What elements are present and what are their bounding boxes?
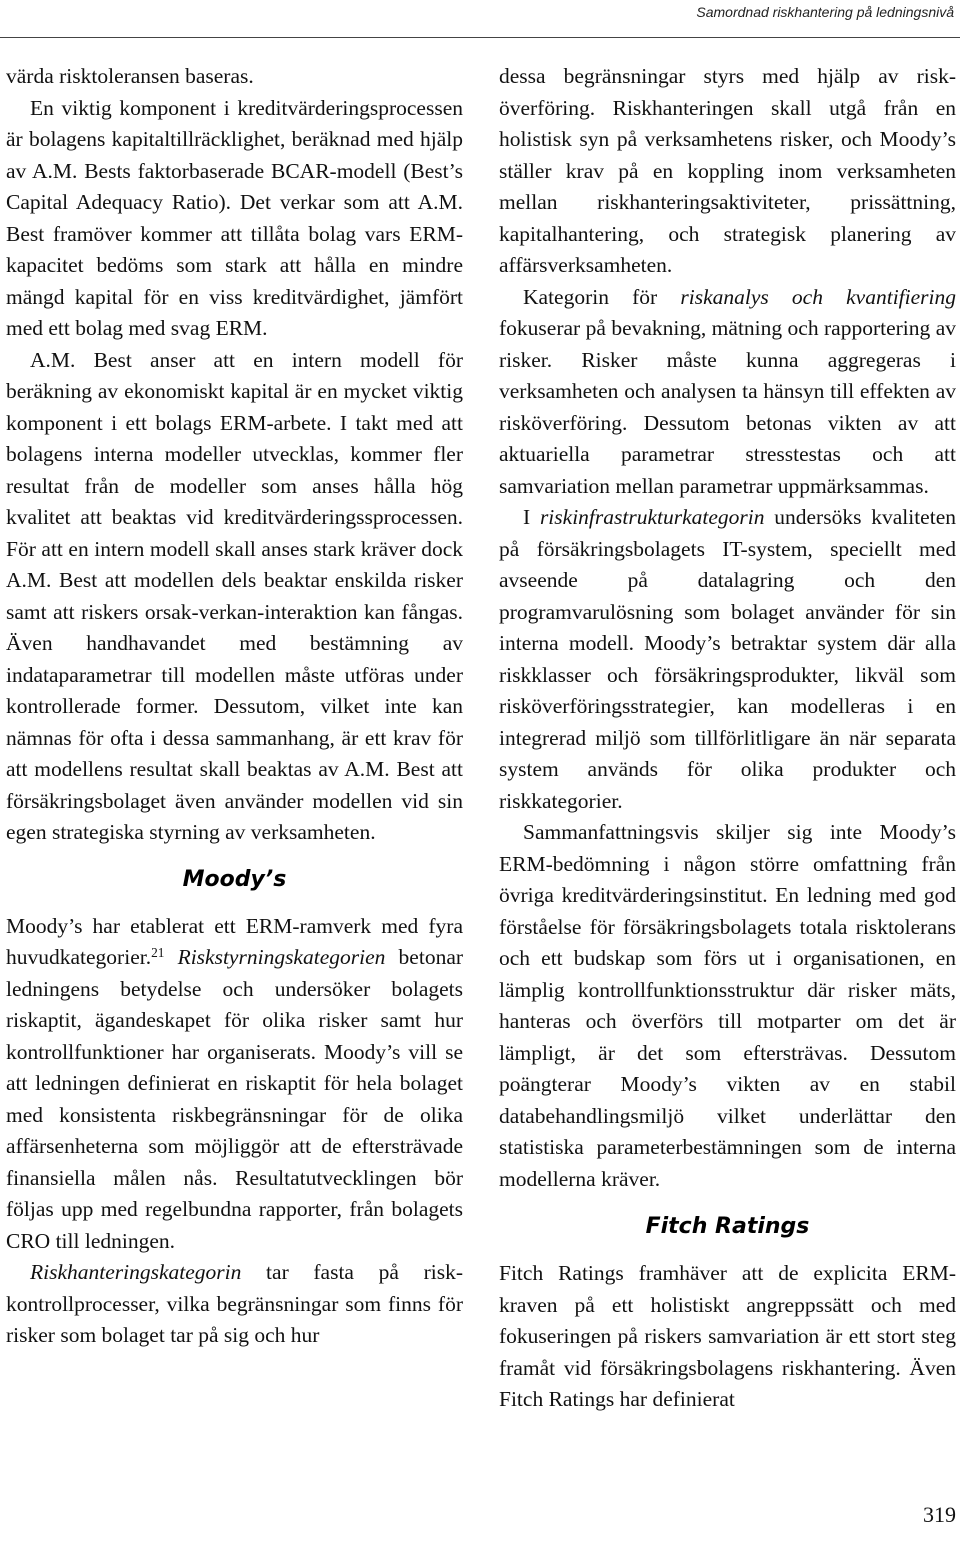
paragraph [499, 282, 956, 503]
footnote-marker: 21 [151, 944, 165, 960]
paragraph-text: I [523, 505, 531, 529]
right-column [499, 61, 956, 1416]
paragraph [6, 911, 463, 1258]
section-heading-moodys: Moody’s [182, 866, 287, 892]
category-term: riskinfrastrukturkategorin [539, 505, 765, 529]
paragraph: En viktig komponent i kreditvärderingsprocessen är bolagens kapitaltillräcklighet, beräknad med hjälp av A.M. Bests faktorbaserade BCAR-modell (Best’s Capital Adequacy Ratio). Det verkar som att A.M. Best framöver kommer att tillåta bolag vars ERM-kapacitet bedöms som stark att hålla en mindre mängd kapital för en viss kreditvärdighet, jämfört med ett bolag med svag ERM. [6, 95, 463, 340]
paragraph: dessa begränsningar styrs med hjälp av risköverföring. Riskhanteringen skall utgå från en holistisk syn på verksamhetens risker, och Moody’s ställer krav på en koppling inom verksamheten mellan riskhanteringsaktiviteter, prissättning, kapitalhantering, och strategisk planering av affärsverksamheten. [499, 64, 956, 277]
running-head-title: Samordnad riskhantering på ledningsnivå [696, 4, 954, 20]
section-heading-fitch: Fitch Ratings [645, 1214, 810, 1239]
paragraph [499, 502, 956, 817]
header-divider [0, 37, 960, 38]
paragraph-text: betonar ledningens betydelse och undersöker bolagets riskaptit, ägandeskapet för olika risker samt hur kontrollfunktioner har organiserats. Moody’s vill se att ledningen definierat en riskaptit för hela bolaget med konsistenta riskbegränsningar för de olika affärsenheterna som möjliggör att de eftersträvade finansiella målen nås. Resultatutvecklingen bör följas upp med regelbundna rapporter, från bolagets CRO till ledningen. [6, 945, 464, 1253]
paragraph: värda risktoleransen baseras. [6, 64, 254, 88]
paragraph [6, 1257, 463, 1352]
paragraph-text: undersöks kvaliteten på försäkringsbolagets IT-system, speciellt med avseende på datalagring och den programvarulösning som bolaget använder för sin interna modell. Moody’s betraktar system där alla riskklasser och försäkringsprodukter, likväl som risköverföringsstrategier, kan modelleras i en integrerad miljö som tillförlitligare än när separata system används för olika produkter och riskkategorier. [499, 505, 956, 813]
page-number: 319 [923, 1502, 956, 1527]
category-term: Riskhanteringskategorin [30, 1260, 242, 1284]
left-column [6, 61, 463, 1352]
category-term: Riskstyrningskategorien [177, 945, 386, 969]
paragraph-text: Kategorin för [523, 284, 658, 309]
paragraph: A.M. Best anser att en intern modell för beräkning av ekonomiskt kapital är en mycket viktig komponent i ett bolags ERM-arbete. I takt med att bolagens interna modeller utvecklas, kommer fler resultat från de modeller som anses hålla hög kvalitet att beaktas vid kreditvärderingssprocessen. För att en intern modell skall anses stark kräver dock A.M. Best att modellen dels beaktar enskilda risker samt att riskers orsak-verkan-interaktion kan fångas. Även handhavandet med bestämning av indataparametrar till modellen måste utföras under kontrollerade former. Dessutom, vilket inte kan nämnas för ofta i dessa sammanhang, är ett krav för att modellens resultat skall beaktas av A.M. Best att försäkringsbolaget även använder modellen vid sin egen strategiska styrning av verksamheten. [6, 347, 463, 844]
paragraph: Sammanfattningsvis skiljer sig inte Moody’s ERM-bedömning i någon större omfattning från övriga kreditvärderingsinstitut. En ledning med god förståelse för försäkringsbolagets totala risktolerans och ett budskap som förs ut i organisationen, en lämplig kontrollfunktionsstruktur där risker mäts, hanteras och överförs till motparter om det är lämpligt, är det som eftersträvas. Dessutom poängterar Moody’s vikten av en stabil databehandlingsmiljö vilket underlättar den statistiska parameterbestämningen som de interna modellerna kräver. [499, 820, 956, 1191]
paragraph: Fitch Ratings framhäver att de explicita ERM-kraven på ett holistiskt angreppssätt och med fokuseringen på riskers samvariation är ett stort steg framåt vid försäkringsbolagens riskhantering. Även Fitch Ratings har definierat [499, 1261, 956, 1411]
paragraph-text: fokuserar på bevakning, mätning och rapportering av risker. Risker måste kunna aggregeras i verksamheten och analysen ta hänsyn till effekten av risköverföring. Dessutom betonas vikten av att aktuariella parametrar stresstestas och att samvariation mellan parametrar uppmärksammas. [499, 316, 956, 498]
category-term: riskanalys och kvantifiering [680, 284, 956, 309]
paragraph-text: tar fasta på riskkontrollprocesser, vilka begränsningar som finns för risker som bolaget tar på sig och hur [6, 1260, 463, 1347]
paragraph-text: Moody’s har etablerat ett ERM-ramverk med fyra huvudkategorier. [6, 913, 463, 969]
